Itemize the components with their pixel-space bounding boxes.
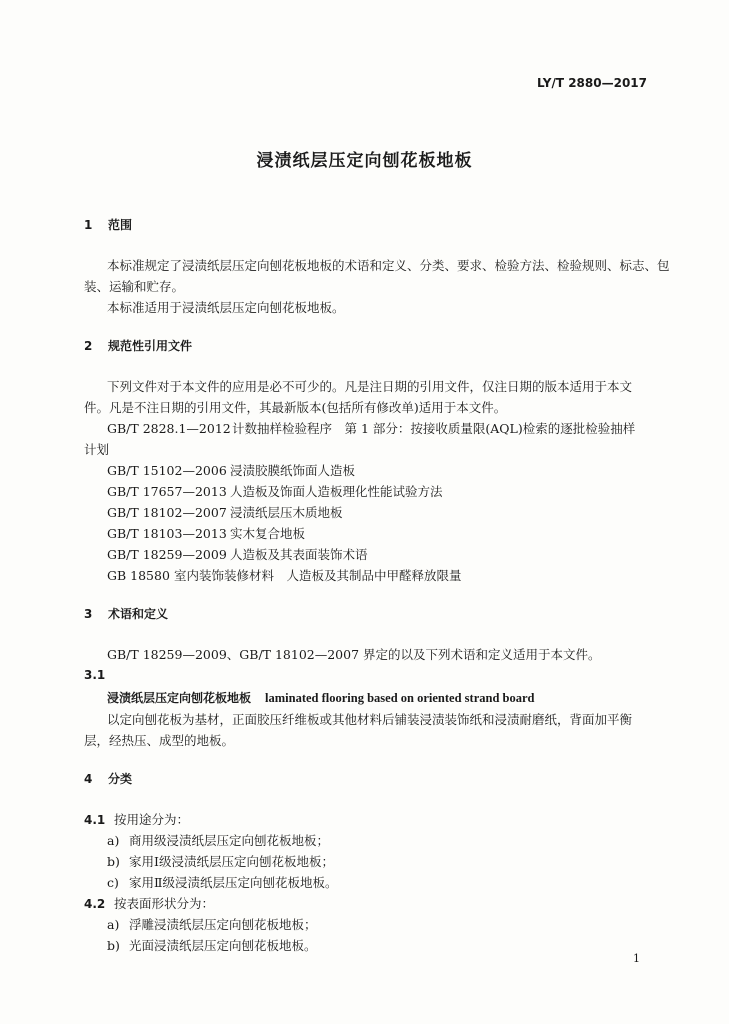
reference-title: 浸渍纸层压木质地板	[230, 505, 343, 520]
term-entry	[107, 689, 534, 706]
reference-item	[107, 545, 368, 563]
section-number: 4	[84, 772, 93, 786]
reference-code: GB/T 18102—2007	[107, 505, 227, 520]
reference-title: 浸渍胶膜纸饰面人造板	[230, 463, 356, 478]
reference-code: GB/T 18259—2009	[107, 547, 227, 562]
paragraph-line: 装、运输和贮存。	[84, 279, 185, 294]
section-title: 分类	[108, 772, 133, 786]
list-marker: a)	[107, 917, 120, 932]
section-3-heading	[84, 605, 168, 622]
reference-title: 人造板及饰面人造板理化性能试验方法	[230, 484, 443, 499]
section-1-heading	[84, 216, 132, 233]
reference-code: GB/T 18103—2013	[107, 526, 227, 541]
standard-number: LY/T 2880—2017	[536, 76, 647, 90]
reference-item	[107, 503, 343, 521]
section-title: 范围	[108, 218, 133, 232]
reference-item	[107, 461, 355, 479]
document-title: 浸渍纸层压定向刨花板地板	[256, 151, 473, 171]
paragraph-line: 下列文件对于本文件的应用是必不可少的。凡是注日期的引用文件，仅注日期的版本适用于本文	[107, 379, 633, 394]
list-marker: b)	[107, 854, 120, 869]
section-4-heading	[84, 770, 132, 787]
reference-code: GB/T 15102—2006	[107, 463, 227, 478]
section-2-heading	[84, 337, 192, 354]
section-number: 2	[84, 339, 93, 353]
reference-title: 实木复合地板	[230, 526, 306, 541]
reference-title: 室内装饰装修材料 人造板及其制品中甲醛释放限量	[174, 568, 462, 583]
reference-code: GB/T 2828.1—2012	[107, 421, 231, 436]
section-title: 术语和定义	[108, 607, 169, 621]
reference-item	[107, 419, 635, 437]
paragraph-line: 件。凡是不注日期的引用文件，其最新版本(包括所有修改单)适用于本文件。	[84, 400, 507, 415]
list-item	[107, 915, 317, 933]
reference-item	[107, 566, 462, 584]
reference-code: GB/T 17657—2013	[107, 484, 227, 499]
list-text: 光面浸渍纸层压定向刨花板地板。	[129, 938, 317, 953]
term-english: laminated flooring based on oriented strand board	[265, 691, 535, 705]
section-number: 1	[84, 218, 93, 232]
subsection-number: 3.1	[84, 668, 106, 682]
definition-line: 以定向刨花板为基材，正面胶压纤维板或其他材料后铺装浸渍装饰纸和浸渍耐磨纸，背面加平衡	[107, 712, 633, 727]
list-item	[107, 936, 317, 954]
clause-number: 4.2	[84, 897, 106, 911]
list-marker: b)	[107, 938, 120, 953]
paragraph-line: 本标准适用于浸渍纸层压定向刨花板地板。	[107, 300, 345, 315]
clause-4-1	[84, 810, 189, 828]
clause-text: 按用途分为：	[114, 812, 190, 827]
reference-title: 计数抽样检验程序 第 1 部分：按接收质量限(AQL)检索的逐批检验抽样	[232, 421, 636, 436]
reference-item	[107, 524, 305, 542]
reference-title: 人造板及其表面装饰术语	[230, 547, 368, 562]
definition-line: 层，经热压、成型的地板。	[84, 733, 235, 748]
reference-code: GB 18580	[107, 568, 170, 583]
section-title: 规范性引用文件	[108, 339, 193, 353]
list-item	[107, 831, 329, 849]
reference-continuation: 计划	[84, 442, 110, 457]
list-item	[107, 873, 338, 891]
list-marker: c)	[107, 875, 119, 890]
list-text: 家用Ⅱ级浸渍纸层压定向刨花板地板。	[129, 875, 338, 890]
reference-item	[107, 482, 443, 500]
paragraph-line: GB/T 18259—2009、GB/T 18102—2007 界定的以及下列术语和定义适用于本文件。	[107, 647, 601, 662]
list-text: 商用级浸渍纸层压定向刨花板地板；	[129, 833, 330, 848]
list-text: 家用Ⅰ级浸渍纸层压定向刨花板地板；	[129, 854, 334, 869]
section-number: 3	[84, 607, 93, 621]
clause-4-2	[84, 894, 214, 912]
clause-text: 按表面形状分为：	[114, 896, 215, 911]
term-chinese: 浸渍纸层压定向刨花板地板	[107, 691, 252, 705]
page-number: 1	[633, 952, 640, 965]
paragraph-line: 本标准规定了浸渍纸层压定向刨花板地板的术语和定义、分类、要求、检验方法、检验规则、标志、包	[107, 258, 670, 273]
list-marker: a)	[107, 833, 120, 848]
clause-number: 4.1	[84, 813, 106, 827]
list-item	[107, 852, 334, 870]
list-text: 浮雕浸渍纸层压定向刨花板地板；	[129, 917, 317, 932]
